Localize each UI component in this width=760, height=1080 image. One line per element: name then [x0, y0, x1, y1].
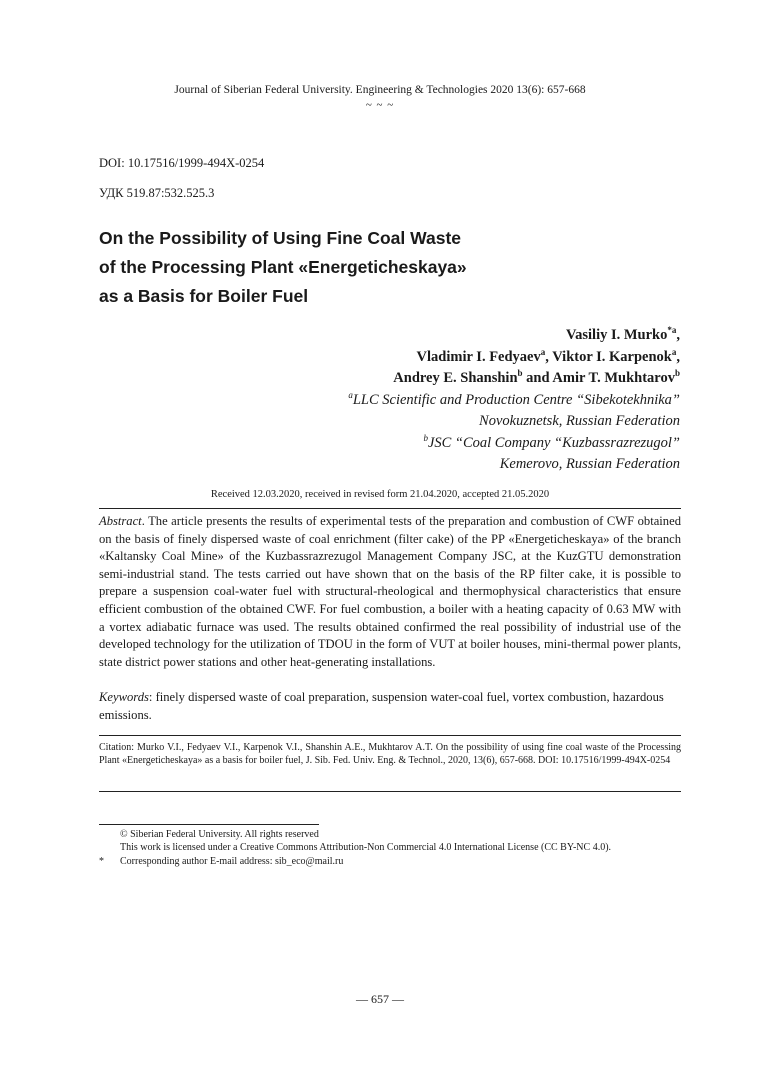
- corresponding-note: [99, 855, 681, 868]
- author-line: [220, 325, 680, 347]
- abstract-label: Abstract: [99, 514, 142, 528]
- affiliation-place: Kemerovo, Russian Federation: [499, 456, 680, 472]
- license-note: This work is licensed under a Creative Commons Attribution-Non Commercial 4.0 International License (CC BY-NC 4.0).: [120, 842, 612, 854]
- received-dates: Received 12.03.2020, received in revised form 21.04.2020, accepted 21.05.2020: [210, 489, 550, 500]
- author-name: Vladimir I. Fedyaev: [416, 348, 541, 365]
- corresponding-text: Corresponding author E-mail address: sib_eco@mail.ru: [120, 855, 344, 867]
- affiliation-org: [220, 390, 680, 412]
- title-line: of the Processing Plant «Energeticheskaya»: [99, 257, 467, 277]
- header-ornament: ~ ~ ~: [365, 99, 395, 111]
- keywords-text: : finely dispersed waste of coal preparation, suspension water-coal fuel, vortex combustion, hazardous emissions.: [99, 690, 664, 722]
- author-sep: and: [522, 370, 553, 386]
- author-name: Vasiliy I. Murko: [565, 327, 668, 343]
- author-sep: ,: [545, 348, 553, 365]
- footnote-mark: *: [99, 855, 104, 867]
- author-block: [220, 325, 680, 476]
- author-sup: b: [517, 368, 523, 379]
- copyright-note: © Siberian Federal University. All rights reserved: [120, 829, 319, 840]
- affiliation-place: Novokuznetsk, Russian Federation: [479, 413, 680, 429]
- affiliation-org: [220, 433, 680, 455]
- author-name: Amir T. Mukhtarov: [552, 370, 675, 386]
- author-line: [220, 347, 680, 369]
- title-line: On the Possibility of Using Fine Coal Waste: [99, 228, 462, 248]
- footnote-divider: [99, 824, 319, 825]
- author-sup: a: [671, 346, 677, 357]
- author-name: Viktor I. Karpenok: [552, 348, 672, 365]
- title-line: as a Basis for Boiler Fuel: [99, 286, 309, 306]
- divider: [99, 791, 681, 792]
- page-number: — 657 —: [356, 992, 404, 1006]
- abstract-text: . The article presents the results of experimental tests of the preparation and combustion of CWF obtained on the basis of finely dispersed waste of coal enrichment (filter cake) of the PP «Energeticheskaya» of the branch «Kaltansky Coal Mine» of the Kuzbassrazrezugol Management Company JSC, at the KuzGTU demonstration semi-industrial stand. The tests carried out have shown that on the basis of the RP filter cake, it is possible to prepare a suspension coal-water fuel with structural-rheological and thermophysical characteristics that ensure efficient combustion of the obtained CWF. For fuel combustion, a boiler with a heating capacity of 0.63 MW with a vortex adiabatic furnace was used. The results obtained confirmed the real possibility of industrial use of the developed technology for the utilization of TDOU in the form of VUT at boiler houses, mini-thermal power plants, state district power stations and other heat-generating installations.: [99, 514, 681, 669]
- author-name: Andrey E. Shanshin: [393, 370, 518, 386]
- author-sep: ,: [676, 327, 680, 343]
- affiliation-sup: b: [423, 432, 428, 443]
- citation: Citation: Murko V.I., Fedyaev V.I., Karpenok V.I., Shanshin A.E., Mukhtarov A.T. On the possibility of using fine coal waste of the Processing Plant «Energeticheskaya» as a basis for boiler fuel, J. Sib. Fed. Univ. Eng. & Technol., 2020, 13(6), 657-668. DOI: 10.17516/1999-494X-0254: [99, 742, 681, 767]
- keywords: [99, 689, 681, 724]
- divider: [99, 735, 681, 736]
- doi: DOI: 10.17516/1999-494X-0254: [99, 156, 265, 170]
- author-sup: a: [540, 346, 546, 357]
- article-title: [99, 224, 519, 311]
- journal-header: Journal of Siberian Federal University. Engineering & Technologies 2020 13(6): 657-668: [174, 84, 586, 96]
- author-sep: ,: [676, 348, 680, 365]
- affiliation-sup: a: [348, 389, 353, 400]
- author-line: [220, 368, 680, 390]
- divider: [99, 508, 681, 509]
- author-sup: *a: [667, 325, 677, 336]
- abstract: [99, 513, 681, 671]
- affiliation-name: LLC Scientific and Production Centre “Sibekotekhnika”: [352, 391, 680, 408]
- keywords-label: Keywords: [99, 690, 149, 704]
- udk-code: УДК 519.87:532.525.3: [99, 186, 215, 200]
- author-sup: b: [674, 368, 680, 379]
- footnotes: [99, 828, 681, 868]
- affiliation-name: JSC “Coal Company “Kuzbassrazrezugol”: [427, 434, 680, 451]
